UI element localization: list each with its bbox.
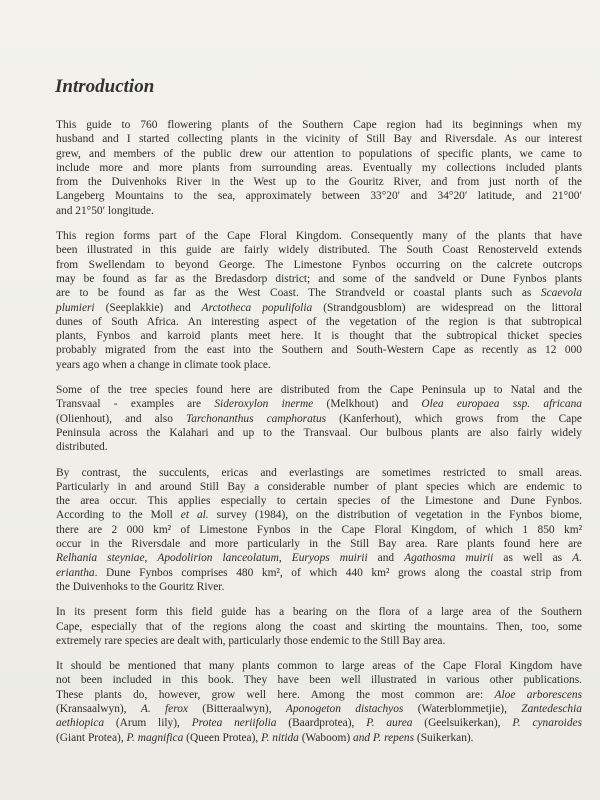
text-line: the Duivenhoks to the Gouritz River. — [56, 580, 225, 593]
text-line: aethiopica (Arum lily), Protea neriifolia (Baardprotea), P. aurea (Geelsuikerkan), P. cynaroides — [56, 717, 583, 730]
text-line: Cape, especially that of the regions along the coast and skirting the mountains. Then, too, some — [56, 620, 582, 633]
text-line: This guide to 760 flowering plants of the Southern Cape region had its beginnings when my — [56, 119, 582, 131]
italic-species-name: A. — [572, 552, 582, 565]
text-line: By contrast, the succulents, ericas and everlastings are sometimes restricted to small areas. — [56, 466, 582, 479]
text-line: years ago when a change in climate took place. — [56, 358, 271, 371]
text-line: been illustrated in this guide are fairly widely distributed. The South Coast Renosterveld extends — [56, 244, 582, 257]
text-line: distributed. — [56, 441, 108, 454]
italic-species-name: Tarchonanthus camphoratus — [186, 412, 327, 425]
italic-species-name: plumieri — [56, 301, 95, 314]
text-line: Particularly in and around Still Bay a considerable number of plant species which are endemic to — [56, 480, 582, 493]
italic-species-name: P. nitida — [261, 731, 299, 744]
italic-species-name: eriantha — [56, 566, 95, 579]
italic-species-name: P. cynaroides — [512, 717, 583, 730]
text-line: In its present form this field guide has a bearing on the flora of a large area of the Southern — [56, 606, 582, 619]
italic-species-name: aethiopica — [56, 717, 105, 730]
text-line: These plants do, however, grow well here. Among the most common are: Aloe arborescens — [56, 688, 582, 701]
italic-species-name: and P. repens — [353, 731, 415, 744]
paragraph — [56, 466, 582, 595]
text-line: (Olienhout), and also Tarchonanthus camphoratus (Kanferhout), which grows from the Cape — [56, 412, 582, 425]
text-line: Langeberg Mountains to the sea, approximately between 33°20′ and 34°20′ latitude, and 21°00′ — [56, 190, 582, 203]
text-line: include more and more plants from surrounding areas. Eventually my collections included plants — [56, 161, 582, 174]
text-line: According to the Moll et al. survey (1984), on the distribution of vegetation in the Fynbos biome, — [56, 509, 582, 522]
text-line: eriantha. Dune Fynbos comprises 480 km², of which 440 km² grows along the coastal strip from — [56, 566, 582, 579]
text-line: from the Duivenhoks River in the West up to the Gouritz River, and from just north of the — [56, 176, 582, 189]
italic-species-name: Agathosma muirii — [404, 552, 494, 565]
text-line: (Giant Protea), P. magnifica (Queen Protea), P. nitida (Waboom) and P. repens (Suikerkan). — [56, 731, 474, 744]
italic-species-name: Euryops muirii — [291, 552, 368, 565]
text-line: Transvaal - examples are Sideroxylon inerme (Melkhout) and Olea europaea ssp. africana — [56, 398, 583, 411]
italic-species-name: Relhania steyniae — [56, 552, 145, 565]
italic-species-name: Arctotheca populifolia — [201, 301, 313, 314]
text-line: plants, Fynbos and karroid plants meet here. It is thought that the subtropical thicket species — [56, 330, 582, 343]
text-line: dunes of South Africa. An interesting aspect of the vegetation of the region is that subtropical — [56, 315, 582, 328]
paragraph — [56, 659, 582, 745]
italic-species-name: et al. — [180, 509, 209, 522]
text-line: probably migrated from the east into the Southern and South-Western Cape as recently as 12 000 — [56, 344, 582, 357]
body-text — [56, 118, 582, 756]
text-line: occur in the Riversdale and more particularly in the Still Bay area. Rare plants found here are — [56, 538, 582, 551]
italic-species-name: Scaevola — [540, 287, 582, 300]
italic-species-name: Olea europaea ssp. africana — [421, 398, 583, 411]
italic-species-name: A. ferox — [140, 702, 188, 715]
text-line: the area occur. This applies especially to certain species of the Limestone and Dune Fynbos. — [56, 495, 582, 508]
paragraph — [56, 118, 582, 218]
text-line: This region forms part of the Cape Floral Kingdom. Consequently many of the plants that have — [56, 230, 582, 243]
text-line: plumieri (Seeplakkie) and Arctotheca populifolia (Strandgousblom) are widespread on the littoral — [56, 301, 582, 314]
text-line: and 21°50′ longitude. — [56, 204, 154, 217]
text-line: Peninsula across the Kalahari and up to the Transvaal. Our bulbous plants are also fairly widely — [56, 426, 582, 439]
text-line: are to be found as far as the West Coast. The Strandveld or coastal plants such as Scaevola — [56, 287, 582, 300]
text-line: Relhania steyniae, Apodolirion lanceolatum, Euryops muirii and Agathosma muirii as well as A. — [56, 552, 582, 565]
text-line: not been included in this book. They have been well illustrated in various other publications. — [56, 674, 582, 687]
page-title: Introduction — [55, 76, 155, 97]
italic-species-name: Apodolirion lanceolatum — [157, 552, 279, 565]
italic-species-name: Aloe arborescens — [494, 688, 582, 701]
italic-species-name: P. magnifica — [126, 731, 184, 744]
italic-species-name: Aponogeton distachyos — [285, 702, 404, 715]
text-line: Some of the tree species found here are distributed from the Cape Peninsula up to Natal and the — [56, 384, 582, 397]
text-line: there are 2 000 km² of Limestone Fynbos in the Cape Floral Kingdom, of which 1 850 km² — [56, 523, 582, 536]
text-line: It should be mentioned that many plants common to large areas of the Cape Floral Kingdom have — [56, 660, 582, 673]
text-line: grew, and members of the public drew our attention to populations of specific plants, we came to — [56, 147, 582, 160]
paragraph — [56, 605, 582, 648]
italic-species-name: Zantedeschia — [521, 702, 582, 715]
text-line: husband and I started collecting plants in the vicinity of Still Bay and Riversdale. As our interest — [56, 133, 582, 146]
italic-species-name: Protea neriifolia — [191, 717, 277, 730]
text-line: (Kransaalwyn), A. ferox (Bitteraalwyn), Aponogeton distachyos (Waterblommetjie), Zantedeschia — [56, 702, 582, 715]
paragraph — [56, 383, 582, 454]
paragraph — [56, 229, 582, 372]
italic-species-name: P. aurea — [366, 717, 413, 730]
text-line: from Swellendam to beyond George. The Limestone Fynbos occurring on the calcrete outcrops — [56, 258, 582, 271]
italic-species-name: Sideroxylon inerme — [214, 398, 314, 411]
text-line: extremely rare species are dealt with, particularly those endemic to the Still Bay area. — [56, 634, 446, 647]
text-line: may be found as far as the Bredasdorp district; and some of the sandveld or Dune Fynbos plants — [56, 272, 582, 285]
